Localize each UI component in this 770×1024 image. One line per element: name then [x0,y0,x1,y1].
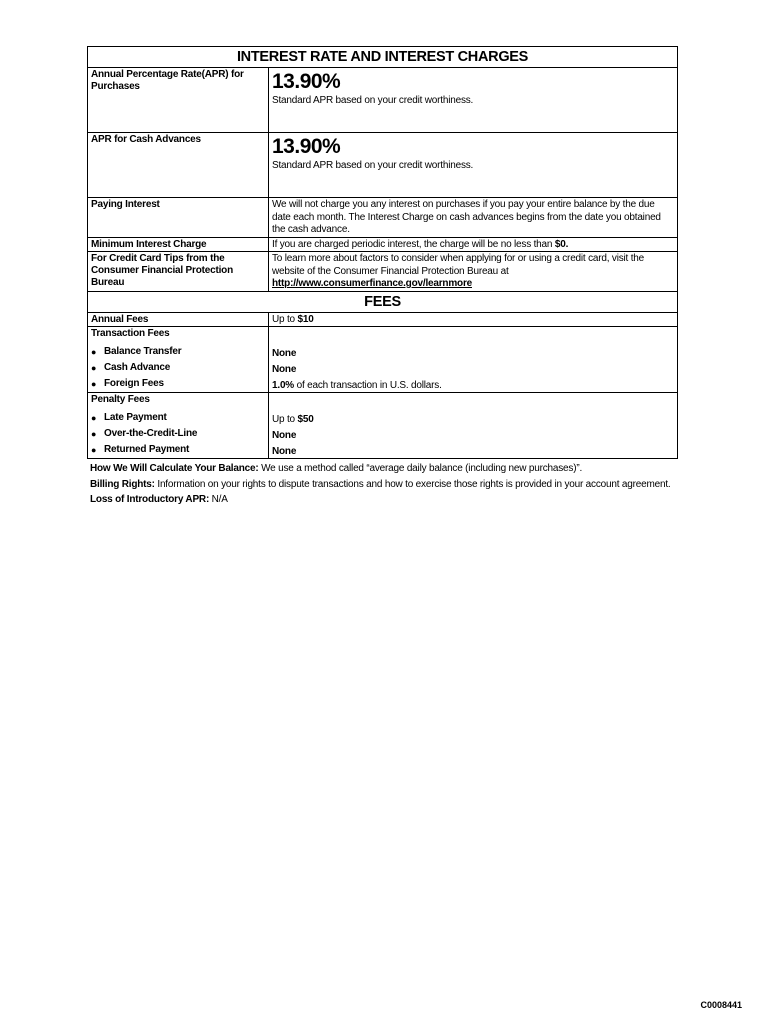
penalty-fees-label: Penalty Fees [91,394,150,405]
billing-rights-note [90,477,677,493]
bullet-icon: ● [91,363,97,373]
returned-payment-value: None [272,445,297,457]
foreign-fees-rate: 1.0% [272,379,294,391]
note-label: Loss of Introductory APR: [90,494,210,505]
bullet-icon: ● [91,413,97,423]
list-item [91,376,265,392]
cfpb-value [269,252,678,292]
balance-transfer-label: Balance Transfer [104,346,182,357]
apr-cash-rate: 13.90% [272,135,341,158]
cash-advance-label: Cash Advance [104,362,171,373]
late-payment-prefix: Up to [272,413,298,425]
apr-purchases-value [269,68,678,133]
foreign-fees-text: of each transaction in U.S. dollars. [294,379,442,391]
balance-calculation-note [90,461,677,477]
apr-cash-note: Standard APR based on your credit worthiness. [272,160,474,171]
balance-transfer-value: None [272,347,297,359]
penalty-fees-row [88,393,678,459]
list-item [91,360,265,376]
paying-interest-label: Paying Interest [88,198,269,238]
disclosure-notes [87,461,677,508]
annual-fees-amount: $10 [297,313,314,325]
note-text: We use a method called “average daily balance (including new purchases)”. [258,463,583,474]
cfpb-label: For Credit Card Tips from the Consumer Financial Protection Bureau [88,252,269,292]
document-code: C0008441 [700,1000,742,1010]
apr-purchases-note: Standard APR based on your credit worthiness. [272,95,474,106]
fees-header: FEES [88,291,678,312]
apr-cash-row [88,133,678,198]
fees-header-row [88,291,678,312]
over-credit-line-label: Over-the-Credit-Line [104,428,198,439]
disclosure-table [87,46,678,459]
interest-header: INTEREST RATE AND INTEREST CHARGES [88,47,678,68]
list-item [91,410,265,426]
minimum-charge-text: If you are charged periodic interest, the charge will be no less than [272,238,555,250]
cfpb-link[interactable]: http://www.consumerfinance.gov/learnmore [272,278,472,289]
disclosure-document [87,46,677,508]
paying-interest-row [88,198,678,238]
transaction-fees-label: Transaction Fees [91,328,170,339]
minimum-charge-label: Minimum Interest Charge [88,237,269,252]
late-payment-label: Late Payment [104,412,167,423]
list-item [91,442,265,458]
bullet-icon: ● [91,347,97,357]
cash-advance-value: None [272,363,297,375]
list-item [91,426,265,442]
bullet-icon: ● [91,445,97,455]
cfpb-text: To learn more about factors to consider when applying for or using a credit card, visit the website of the Consumer Financial Protection Bureau at [272,253,645,277]
annual-fees-prefix: Up to [272,313,298,325]
minimum-charge-value [269,237,678,252]
apr-purchases-row [88,68,678,133]
penalty-fees-values [269,393,678,459]
foreign-fees-label: Foreign Fees [104,378,164,389]
note-text: N/A [209,494,228,505]
paying-interest-text: We will not charge you any interest on purchases if you pay your entire balance by the due date each month. The Interest Charge on cash advances begins from the date you obtained the cash advance. [269,198,678,238]
transaction-fees-row [88,327,678,393]
list-item [91,344,265,360]
apr-cash-value [269,133,678,198]
apr-purchases-rate: 13.90% [272,70,341,93]
annual-fees-label: Annual Fees [88,312,269,327]
over-credit-line-value: None [272,429,297,441]
returned-payment-label: Returned Payment [104,444,190,455]
transaction-fees-cell [88,327,269,393]
interest-header-row [88,47,678,68]
apr-purchases-label: Annual Percentage Rate(APR) for Purchases [88,68,269,133]
note-label: Billing Rights: [90,478,155,490]
annual-fees-row [88,312,678,327]
introductory-apr-note [90,492,677,508]
penalty-fees-cell [88,393,269,459]
note-label: How We Will Calculate Your Balance: [90,463,259,474]
minimum-charge-amount: $0. [554,238,569,250]
transaction-fees-values [269,327,678,393]
cfpb-row [88,252,678,292]
bullet-icon: ● [91,429,97,439]
minimum-charge-row [88,237,678,252]
late-payment-value: $50 [297,413,314,425]
apr-cash-label: APR for Cash Advances [88,133,269,198]
annual-fees-value [269,312,678,327]
note-text: Information on your rights to dispute transactions and how to exercise those rights is provided in your account agreement. [154,478,671,490]
bullet-icon: ● [91,379,97,389]
